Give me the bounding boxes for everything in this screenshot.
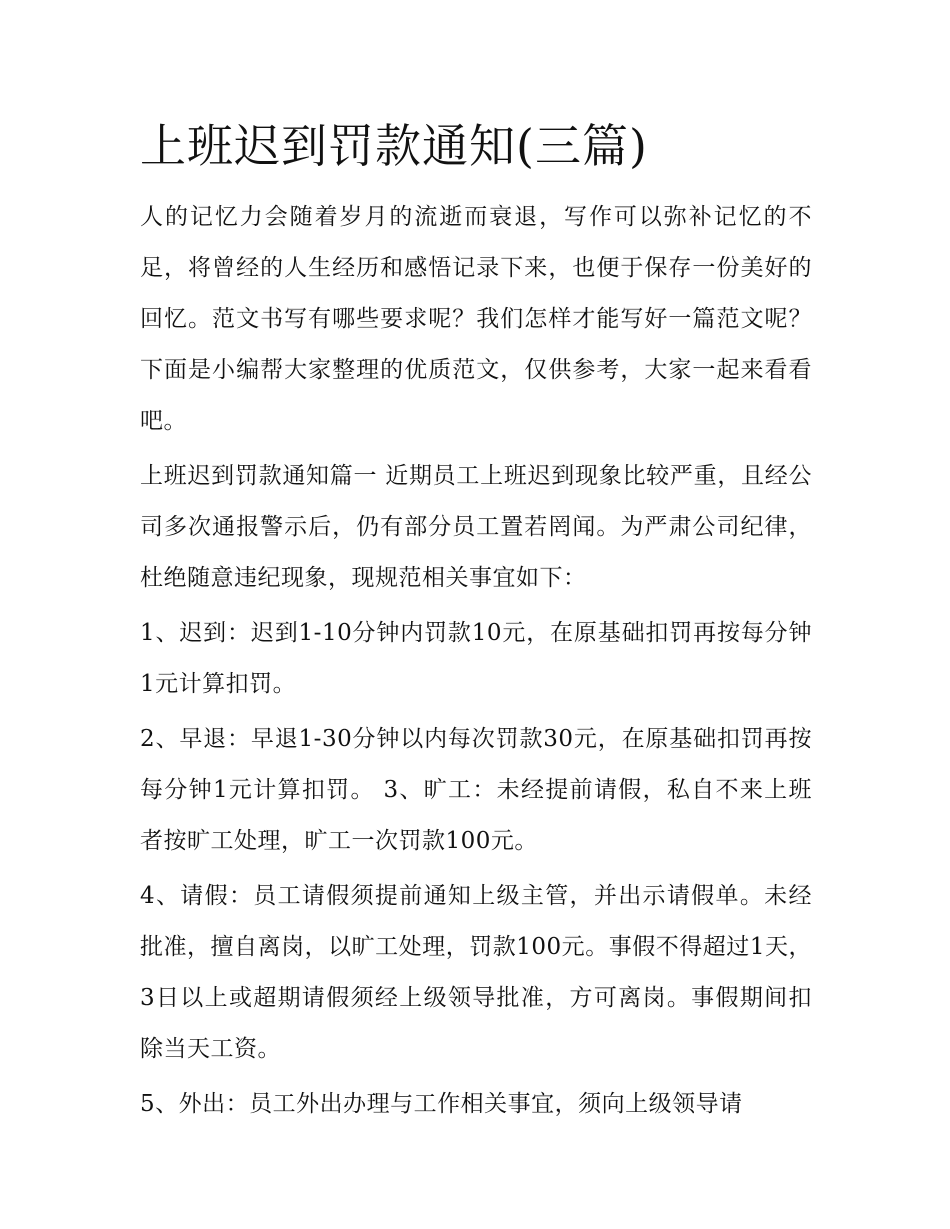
rule-early-leave-paragraph: 2、早退：早退1-30分钟以内每次罚款30元，在原基础扣罚再按每分钟1元计算扣罚。 3、旷工：未经提前请假，私自不来上班者按旷工处理，旷工一次罚款100元。	[140, 726, 812, 854]
intro-paragraph: 人的记忆力会随着岁月的流逝而衰退，写作可以弥补记忆的不足，将曾经的人生经历和感悟记录下来，也便于保存一份美好的回忆。范文书写有哪些要求呢？我们怎样才能写好一篇范文呢？下面是小编帮大家整理的优质范文，仅供参考，大家一起来看看吧。	[140, 204, 812, 434]
rule-outing-paragraph: 5、外出：员工外出办理与工作相关事宜，须向上级领导请	[140, 1091, 743, 1117]
rule-late-paragraph: 1、迟到：迟到1-10分钟内罚款10元，在原基础扣罚再按每分钟1元计算扣罚。	[140, 620, 812, 697]
notice-paragraph: 上班迟到罚款通知篇一 近期员工上班迟到现象比较严重，且经公司多次通报警示后，仍有部分员工置若罔闻。为严肃公司纪律，杜绝随意违纪现象，现规范相关事宜如下：	[140, 463, 812, 591]
document-title: 上班迟到罚款通知(三篇)	[140, 119, 648, 173]
document-content	[140, 112, 812, 1134]
rule-leave-paragraph: 4、请假：员工请假须提前通知上级主管，并出示请假单。未经批准，擅自离岗，以旷工处理，罚款100元。事假不得超过1天，3日以上或超期请假须经上级领导批准，方可离岗。事假期间扣除当天工资。	[140, 883, 812, 1062]
